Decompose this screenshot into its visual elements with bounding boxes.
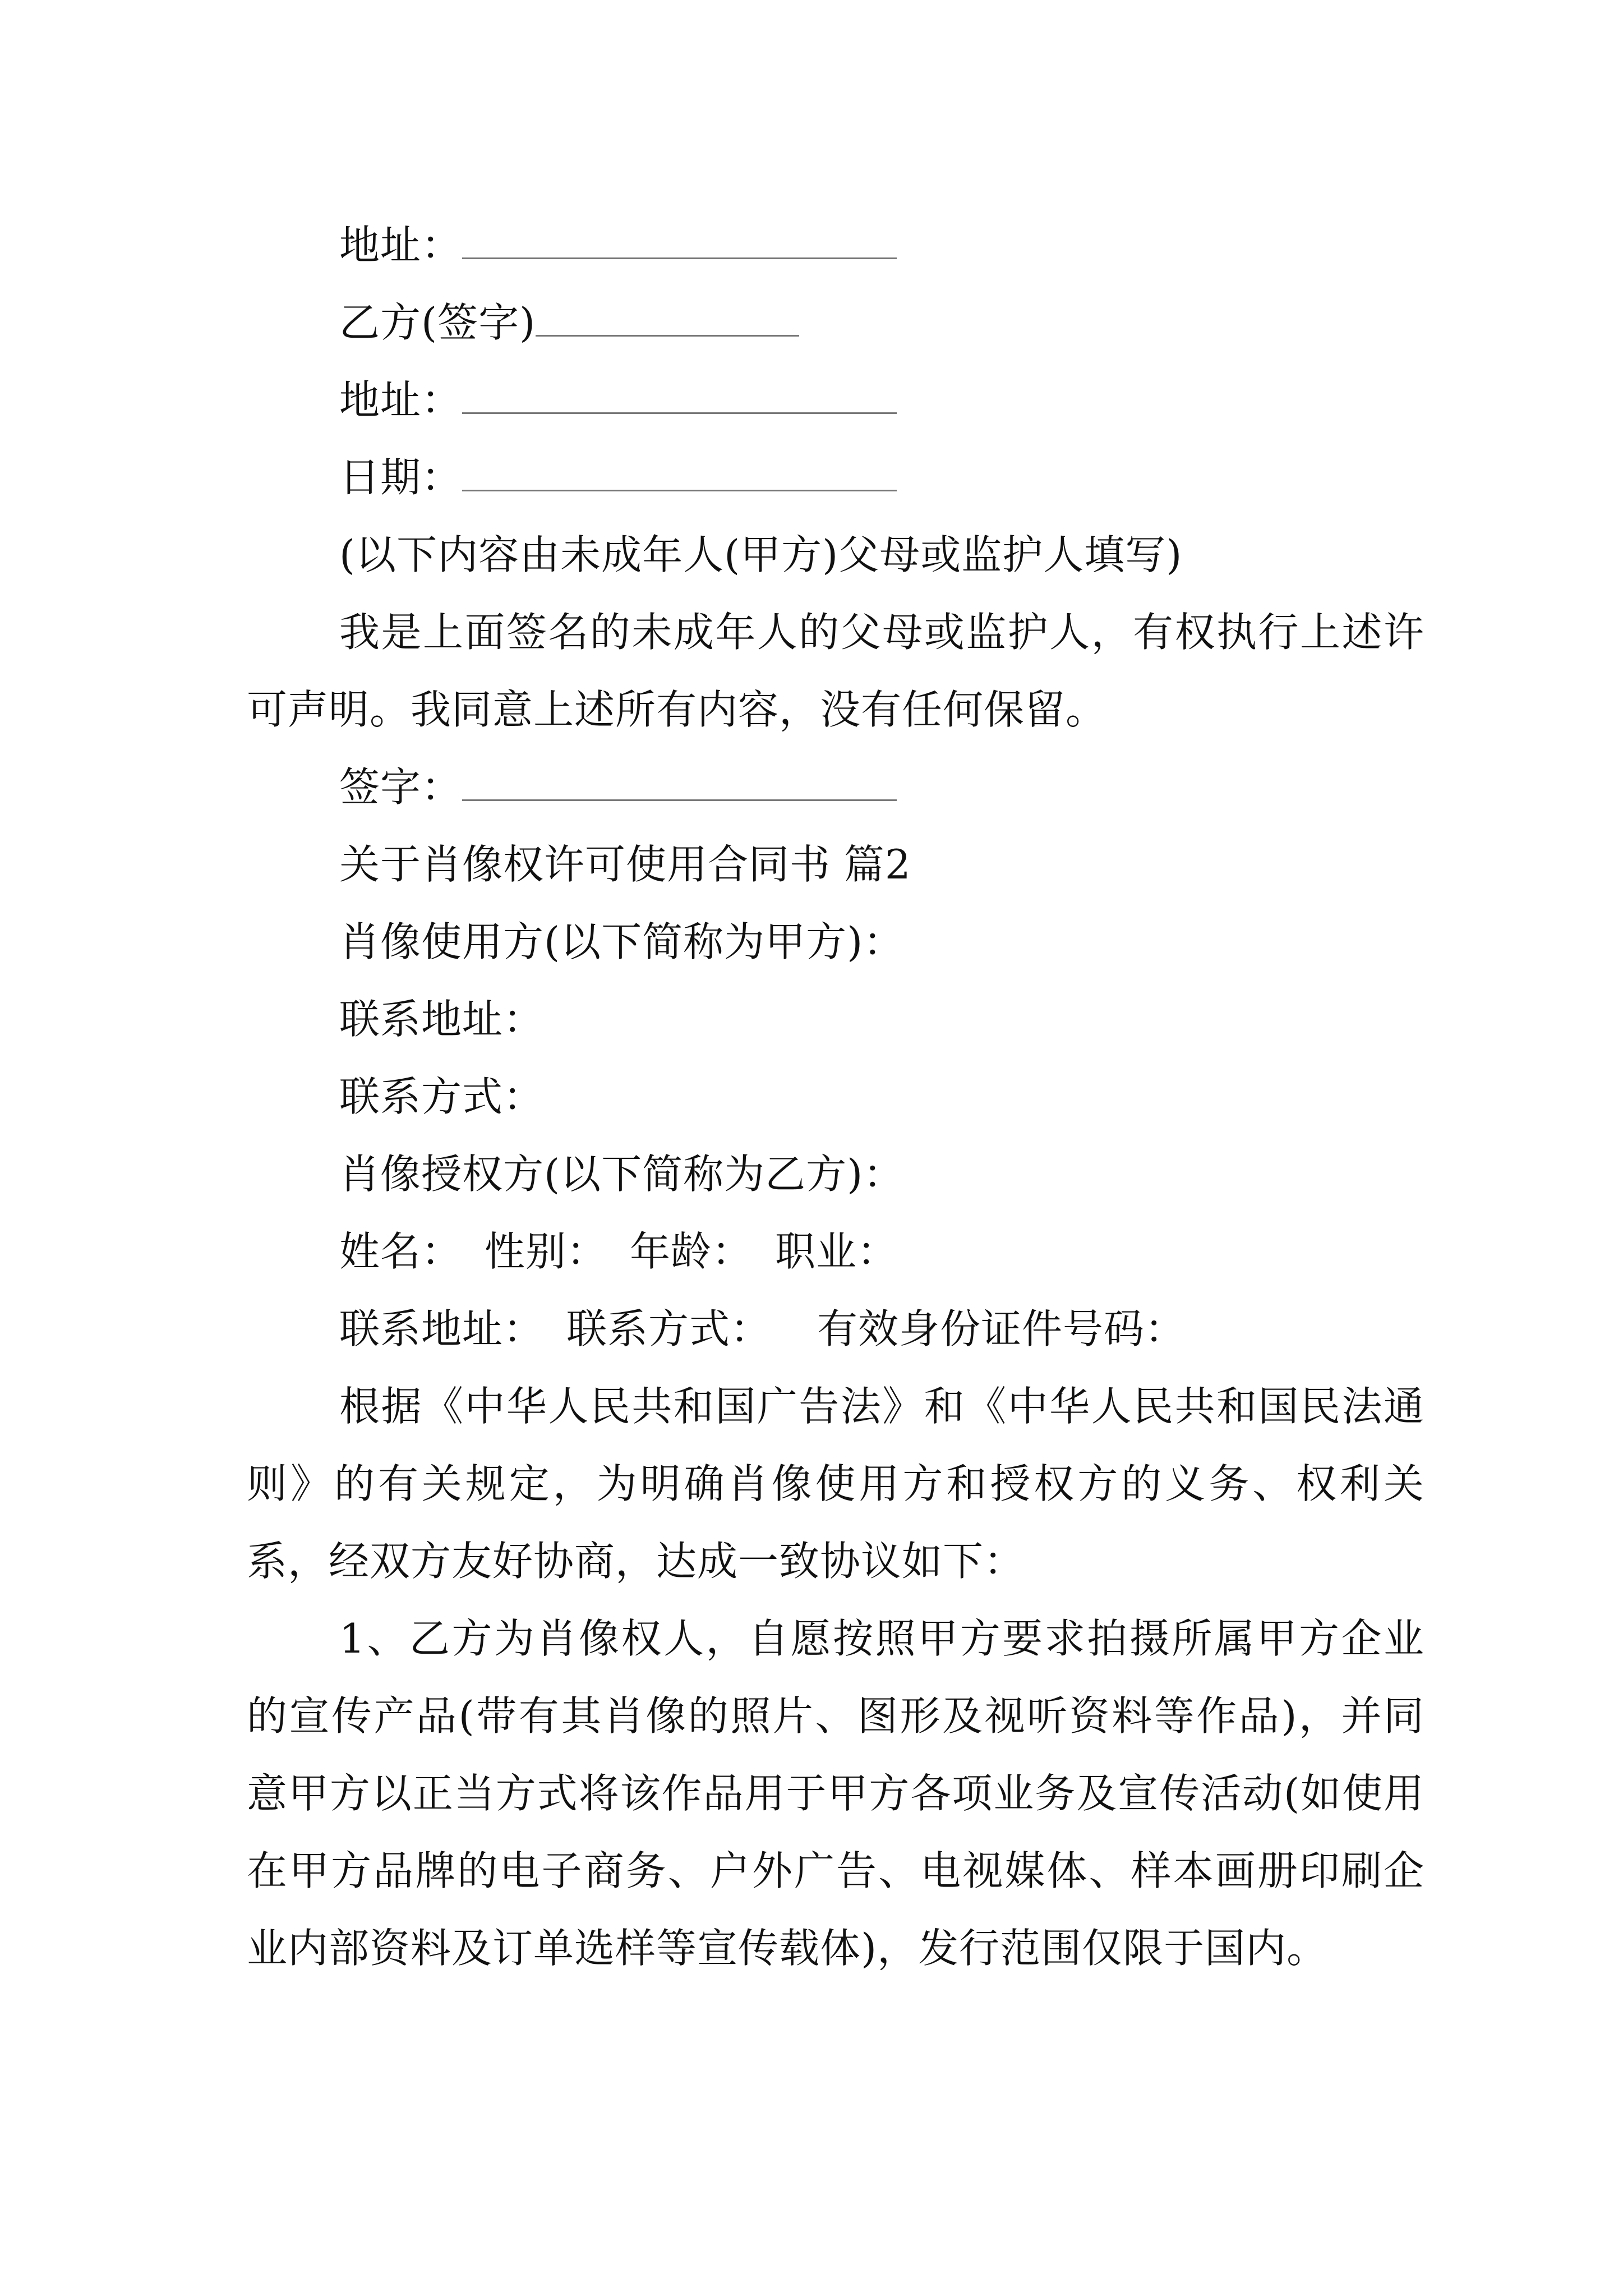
clause-1-paragraph: 1、乙方为肖像权人，自愿按照甲方要求拍摄所属甲方企业的宣传产品(带有其肖像的照片、图形及视听资料等作品)，并同意甲方以正当方式将该作品用于甲方各项业务及宣传活动(如使用在甲方品牌的电子商务、户外广告、电视媒体、样本画册印刷企业内部资料及订单选样等宣传载体)，发行范围仅限于国内。 [247, 1615, 1424, 1972]
date-row [247, 439, 1424, 516]
party-b-label: 肖像授权方(以下简称为乙方)： [339, 1151, 905, 1198]
contact-address-label: 联系地址： [339, 1305, 545, 1352]
party-b-signature-row [247, 284, 1424, 361]
address-blank[interactable] [462, 226, 897, 259]
party-b-signature-blank[interactable] [536, 303, 799, 337]
occupation-label: 职业： [775, 1228, 898, 1275]
signature-row [247, 748, 1424, 826]
address-blank[interactable] [462, 381, 897, 414]
preamble-paragraph: 根据《中华人民共和国广告法》和《中华人民共和国民法通则》的有关规定，为明确肖像使用方和授权方的义务、权利关系，经双方友好协商，达成一致协议如下： [247, 1383, 1424, 1585]
signature-blank[interactable] [462, 768, 897, 801]
personal-info-row [247, 1213, 1424, 1290]
date-label: 日期： [339, 454, 463, 501]
gender-label: 性别： [485, 1228, 608, 1275]
name-label: 姓名： [339, 1228, 463, 1275]
contact-address-label: 联系地址： [339, 996, 545, 1043]
signature-label: 签字： [339, 763, 463, 811]
id-number-label: 有效身份证件号码： [817, 1305, 1186, 1352]
section-title: 关于肖像权许可使用合同书 篇2 [339, 841, 911, 888]
age-label: 年龄： [630, 1228, 753, 1275]
address-row-2 [247, 361, 1424, 439]
address-row-1 [247, 206, 1424, 284]
party-b-signature-label: 乙方(签字) [339, 299, 536, 346]
party-a-label: 肖像使用方(以下简称为甲方)： [339, 918, 905, 965]
contact-method-label: 联系方式： [339, 1073, 545, 1120]
contact-info-row [247, 1290, 1424, 1368]
address-label: 地址： [339, 376, 463, 424]
guardian-statement: 我是上面签名的未成年人的父母或监护人，有权执行上述许可声明。我同意上述所有内容，没有任何保留。 [247, 609, 1424, 733]
guardian-note: (以下内容由未成年人(甲方)父母或监护人填写) [339, 531, 1183, 578]
date-blank[interactable] [462, 458, 897, 491]
contact-method-label: 联系方式： [566, 1305, 772, 1352]
address-label: 地址： [339, 222, 463, 269]
document-body [247, 206, 1424, 1987]
